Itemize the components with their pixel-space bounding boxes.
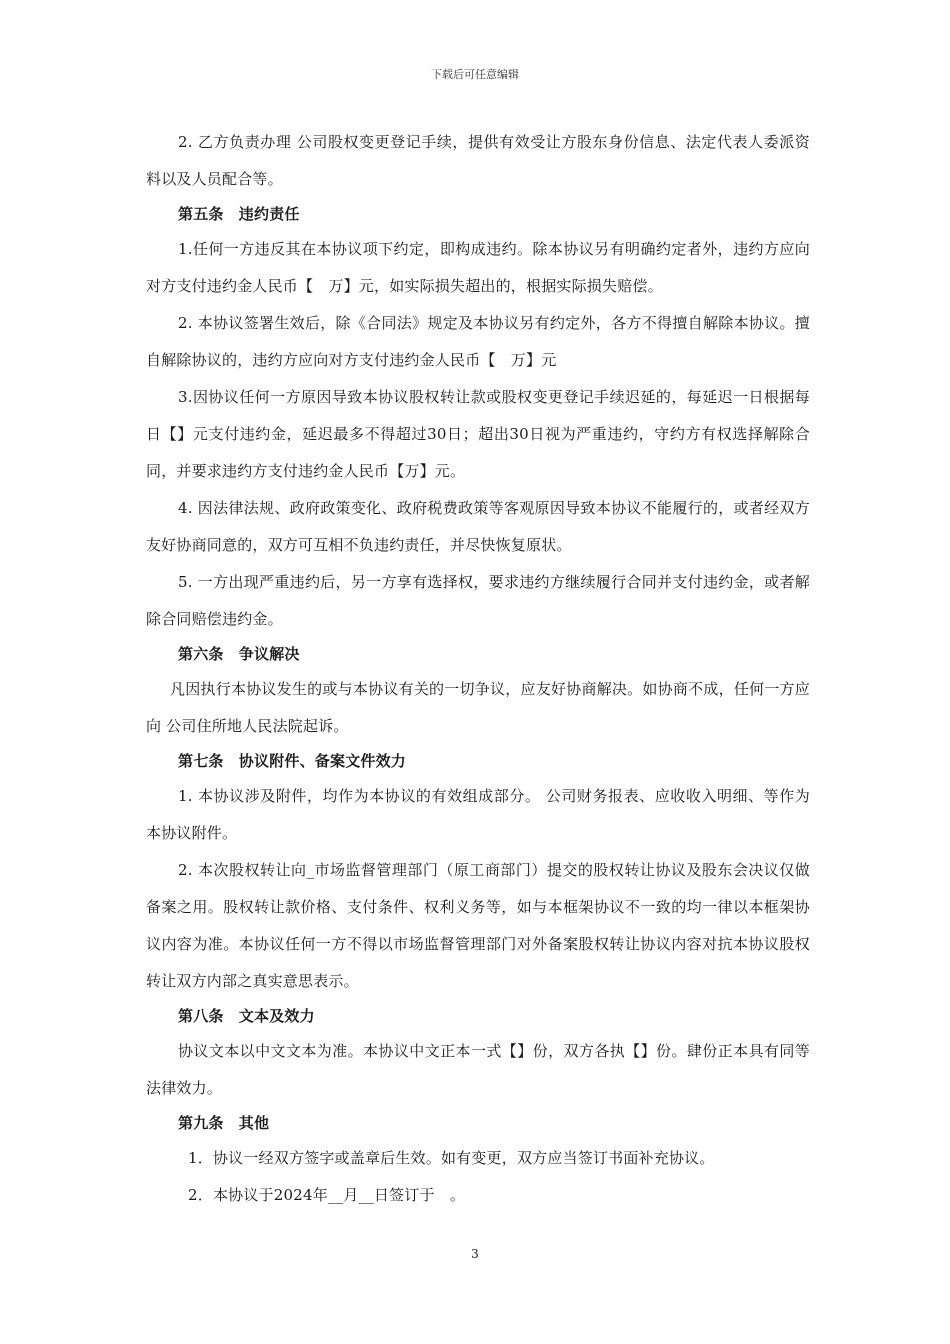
page-header: 下载后可任意编辑 <box>431 68 519 81</box>
paragraph-5-1: 1.任何一方违反其在本协议项下约定，即构成违约。除本协议另有明确约定者外，违约方应向对方支付违约金人民币【 万】元，如实际损失超出的，根据实际损失赔偿。 <box>146 240 810 295</box>
section-heading-article-5: 第五条 违约责任 <box>178 205 300 223</box>
paragraph-6: 凡因执行本协议发生的或与本协议有关的一切争议，应友好协商解决。如协商不成，任何一方应向 公司住所地人民法院起诉。 <box>146 680 810 735</box>
section-heading-article-7: 第七条 协议附件、备案文件效力 <box>178 752 407 770</box>
document-body <box>146 124 810 1214</box>
paragraph-party-b-registration: 2. 乙方负责办理 公司股权变更登记手续，提供有效受让方股东身份信息、法定代表人委派资料以及人员配合等。 <box>146 133 810 188</box>
section-heading-article-9: 第九条 其他 <box>178 1114 270 1132</box>
paragraph-9-2: 2．本协议于2024年__月__日签订于 。 <box>188 1186 466 1204</box>
section-heading-article-8: 第八条 文本及效力 <box>178 1007 315 1025</box>
paragraph-7-1: 1. 本协议涉及附件，均作为本协议的有效组成部分。 公司财务报表、应收收入明细、等作为本协议附件。 <box>146 787 810 842</box>
paragraph-9-1: 1．协议一经双方签字或盖章后生效。如有变更，双方应当签订书面补充协议。 <box>188 1149 715 1167</box>
paragraph-5-4: 4. 因法律法规、政府政策变化、政府税费政策等客观原因导致本协议不能履行的，或者经双方友好协商同意的，双方可互相不负违约责任，并尽快恢复原状。 <box>146 499 810 554</box>
section-heading-article-6: 第六条 争议解决 <box>178 645 300 663</box>
paragraph-7-2: 2. 本次股权转让向_市场监督管理部门（原工商部门）提交的股权转让协议及股东会决议仅做备案之用。股权转让款价格、支付条件、权利义务等，如与本框架协议不一致的均一律以本框架协议内容为准。本协议任何一方不得以市场监督管理部门对外备案股权转让协议内容对抗本协议股权转让双方内部之真实意思表示。 <box>146 861 810 990</box>
paragraph-8: 协议文本以中文文本为准。本协议中文正本一式【】份，双方各执【】份。肆份正本具有同等法律效力。 <box>146 1042 810 1097</box>
paragraph-5-5: 5. 一方出现严重违约后，另一方享有选择权，要求违约方继续履行合同并支付违约金，或者解除合同赔偿违约金。 <box>146 573 810 628</box>
page-number: 3 <box>471 1247 479 1261</box>
paragraph-5-3: 3.因协议任何一方原因导致本协议股权转让款或股权变更登记手续迟延的，每延迟一日根据每日【】元支付违约金，延迟最多不得超过30日；超出30日视为严重违约，守约方有权选择解除合同，并要求违约方支付违约金人民币【万】元。 <box>146 388 810 480</box>
paragraph-5-2: 2. 本协议签署生效后，除《合同法》规定及本协议另有约定外，各方不得擅自解除本协议。擅自解除协议的，违约方应向对方支付违约金人民币【 万】元 <box>146 314 810 369</box>
